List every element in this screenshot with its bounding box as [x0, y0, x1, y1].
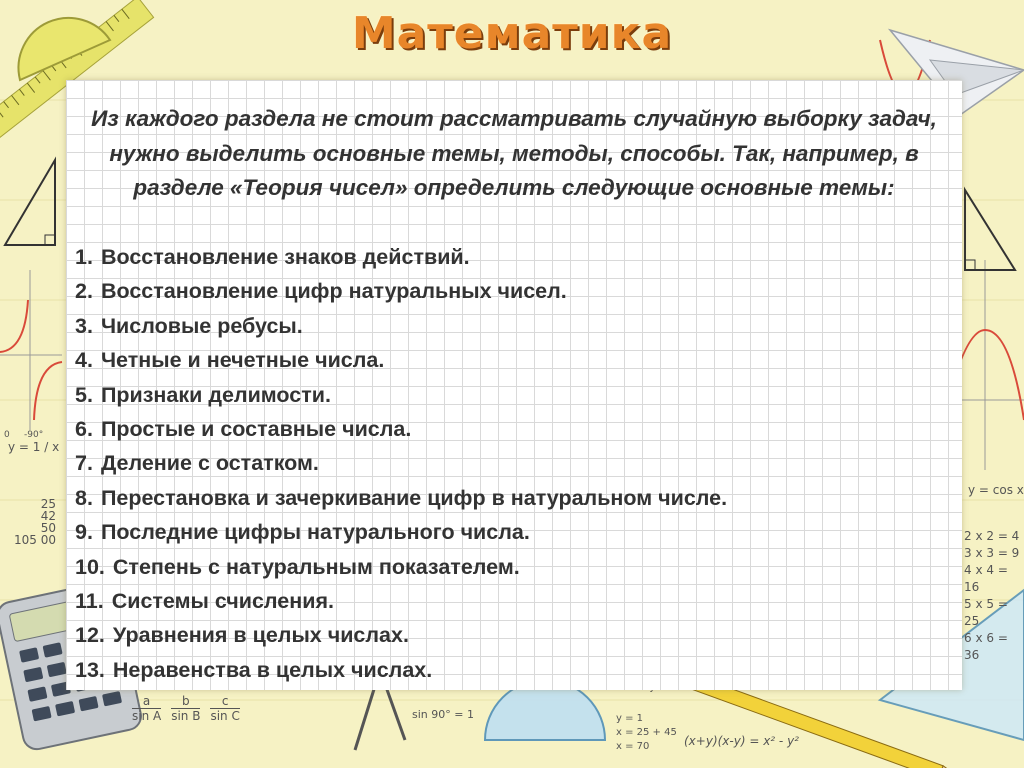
- triangle-left-icon: [5, 160, 55, 245]
- arith-decor: 25 42 50 105 00: [14, 497, 56, 547]
- topics-list: [75, 240, 955, 687]
- intro-paragraph: Из каждого раздела не стоит рассматривать случайную выборку задач, нужно выделить основные темы, методы, способы. Так, например, в разделе «Теория чисел» определить следующие основные темы:: [91, 106, 937, 200]
- mult-table: 2 x 2 = 4 3 x 3 = 9 4 x 4 = 16 5 x 5 = 25 6 x 6 = 36: [964, 529, 1020, 662]
- list-item: 4. Четные и нечетные числа.: [75, 348, 385, 373]
- right-formula: y = cos x: [968, 483, 1024, 497]
- left-axis-label-b: 0: [4, 430, 10, 440]
- list-item: 13. Неравенства в целых числах.: [75, 657, 433, 682]
- list-item: 10. Степень с натуральным показателем.: [75, 554, 520, 579]
- list-item: 5. Признаки делимости.: [75, 382, 331, 407]
- list-item: 3. Числовые ребусы.: [75, 313, 303, 338]
- identity-formula: sin 90° = 1: [412, 708, 474, 721]
- list-item: 9. Последние цифры натурального числа.: [75, 520, 530, 545]
- left-axis-label-a: -90°: [24, 430, 44, 440]
- triangle-right-icon: [965, 190, 1015, 270]
- list-item: 6. Простые и составные числа.: [75, 416, 412, 441]
- list-item: 7. Деление с остатком.: [75, 451, 319, 476]
- left-formula: y = 1 / x: [8, 440, 60, 454]
- list-item: 8. Перестановка и зачеркивание цифр в натуральном числе.: [75, 485, 728, 510]
- list-item: 2. Восстановление цифр натуральных чисел.: [75, 279, 567, 304]
- system-formula-2: y = 1 x = 25 + 45 x = 70: [616, 713, 677, 752]
- list-item: 1. Восстановление знаков действий.: [75, 245, 470, 269]
- sine-law: a sin A b sin B c sin C: [132, 694, 240, 723]
- slide-title: Математика: [351, 8, 673, 59]
- algebra-formula: (x+y)(x-y) = x² - y²: [684, 734, 799, 748]
- list-item: 12. Уравнения в целых числах.: [75, 623, 409, 648]
- list-item: 11. Системы счисления.: [75, 588, 334, 613]
